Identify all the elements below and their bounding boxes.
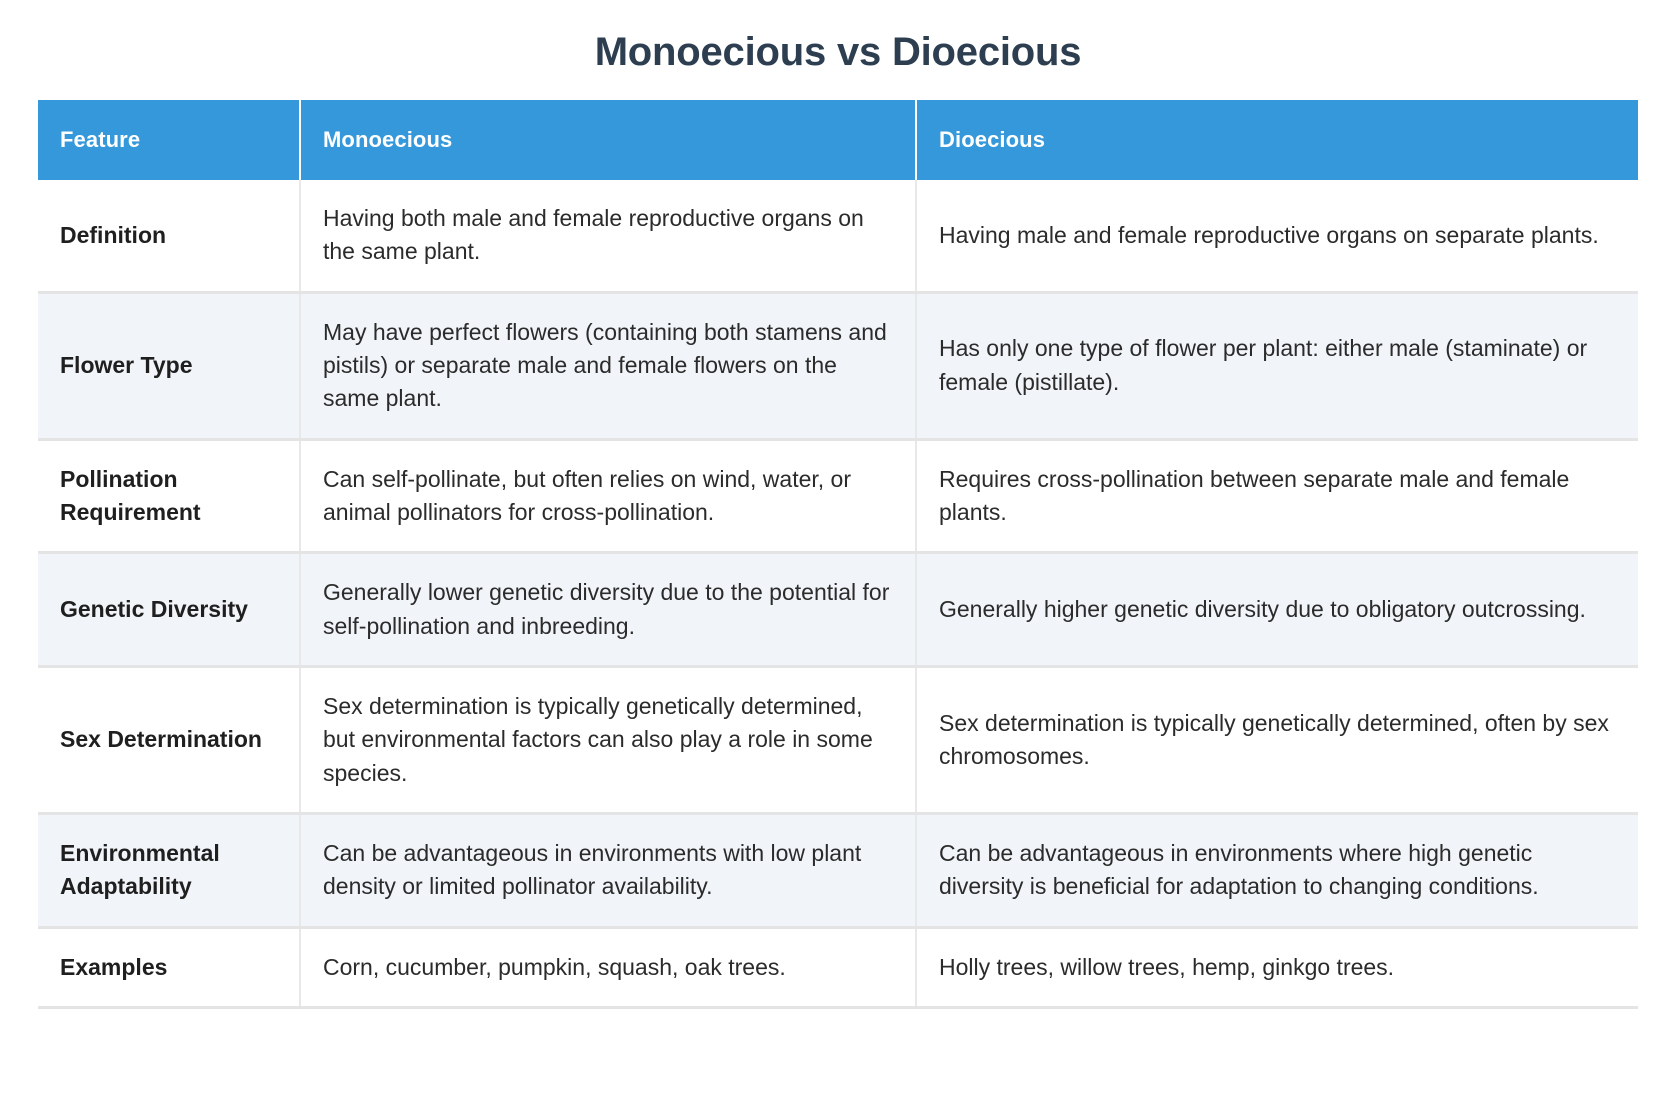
table-row [38,180,1638,292]
table-row [38,553,1638,667]
table-row [38,667,1638,814]
table-row [38,439,1638,553]
comparison-table [38,100,1638,1009]
table-row [38,292,1638,439]
cell-monoecious: Generally lower genetic diversity due to the potential for self-pollination and inbreeding. [300,553,916,667]
cell-monoecious: Sex determination is typically genetically determined, but environmental factors can also play a role in some species. [300,667,916,814]
cell-monoecious: Can self-pollinate, but often relies on wind, water, or animal pollinators for cross-pollination. [300,439,916,553]
cell-feature: Definition [38,180,300,292]
comparison-table-container [38,100,1638,1009]
cell-feature: Pollination Requirement [38,439,300,553]
table-body [38,180,1638,1008]
column-header-monoecious: Monoecious [300,100,916,180]
column-header-dioecious: Dioecious [916,100,1638,180]
cell-monoecious: Corn, cucumber, pumpkin, squash, oak trees. [300,927,916,1007]
cell-dioecious: Sex determination is typically genetically determined, often by sex chromosomes. [916,667,1638,814]
cell-feature: Genetic Diversity [38,553,300,667]
table-row [38,814,1638,928]
cell-monoecious: Having both male and female reproductive organs on the same plant. [300,180,916,292]
cell-monoecious: Can be advantageous in environments with low plant density or limited pollinator availability. [300,814,916,928]
cell-dioecious: Can be advantageous in environments where high genetic diversity is beneficial for adaptation to changing conditions. [916,814,1638,928]
table-header-row [38,100,1638,180]
table-header [38,100,1638,180]
column-header-feature: Feature [38,100,300,180]
cell-dioecious: Having male and female reproductive organs on separate plants. [916,180,1638,292]
page-title: Monoecious vs Dioecious [594,30,1082,74]
cell-feature: Flower Type [38,292,300,439]
cell-feature: Environmental Adaptability [38,814,300,928]
cell-feature: Sex Determination [38,667,300,814]
table-row [38,927,1638,1007]
cell-feature: Examples [38,927,300,1007]
cell-dioecious: Has only one type of flower per plant: either male (staminate) or female (pistillate). [916,292,1638,439]
cell-dioecious: Requires cross-pollination between separate male and female plants. [916,439,1638,553]
cell-dioecious: Holly trees, willow trees, hemp, ginkgo trees. [916,927,1638,1007]
cell-dioecious: Generally higher genetic diversity due to obligatory outcrossing. [916,553,1638,667]
cell-monoecious: May have perfect flowers (containing both stamens and pistils) or separate male and female flowers on the same plant. [300,292,916,439]
